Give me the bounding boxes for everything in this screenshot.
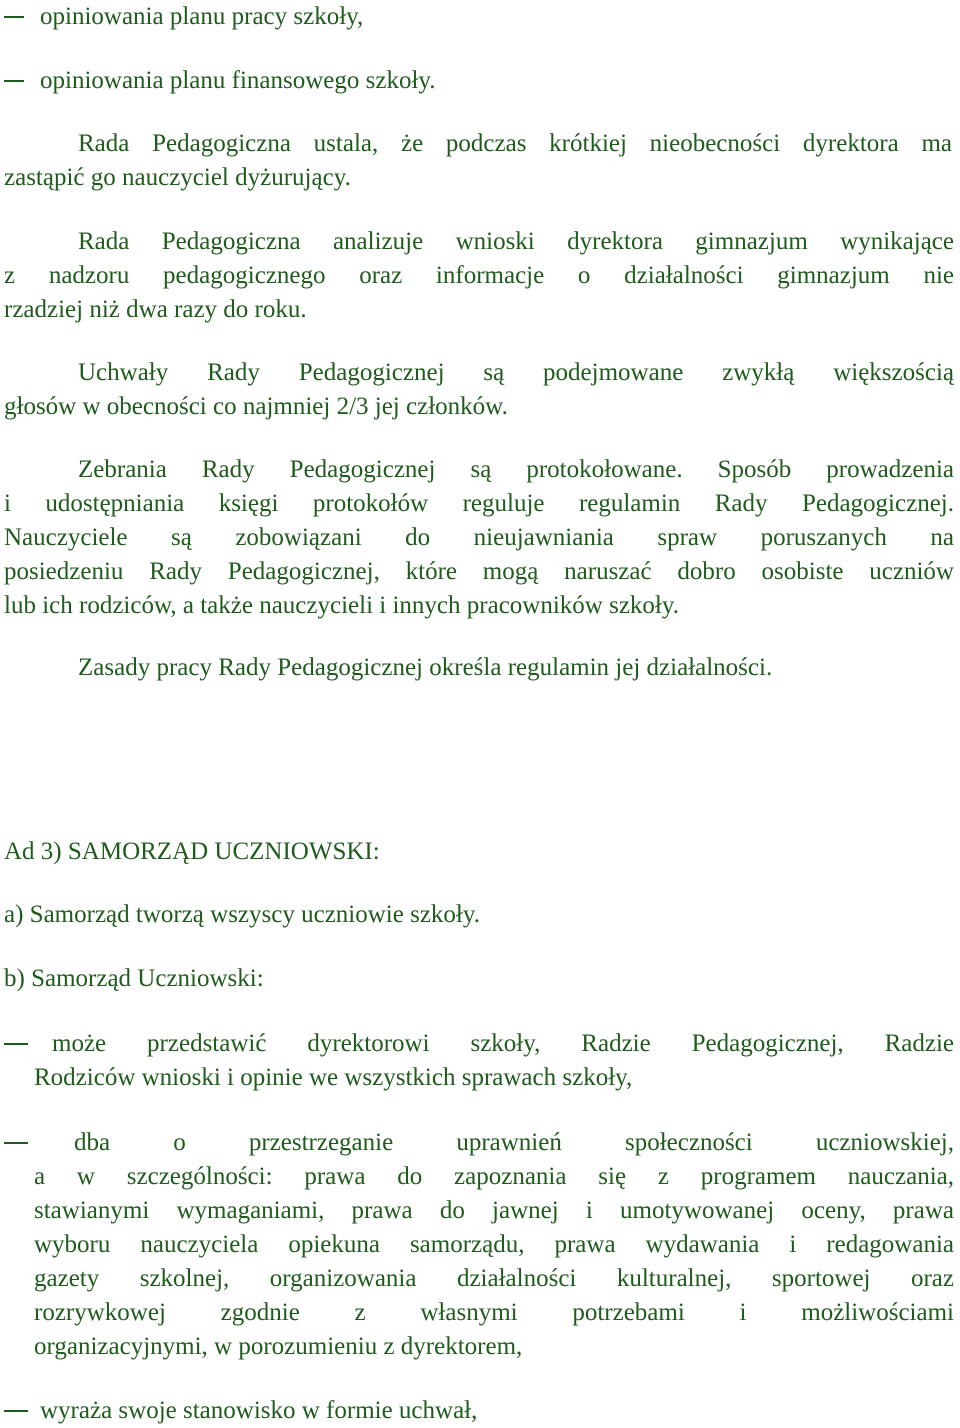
dash-bullet bbox=[0, 1027, 40, 1061]
dash-bullet bbox=[0, 1126, 40, 1160]
bullet-item: opiniowania planu finansowego szkoły. bbox=[40, 67, 436, 94]
bullet-line: może przedstawić dyrektorowi szkoły, Radzie Pedagogicznej, Radzie bbox=[52, 1030, 954, 1057]
paragraph-line: Nauczyciele są zobowiązani do nieujawniania spraw poruszanych na bbox=[4, 524, 954, 551]
bullet-line: organizacyjnymi, w porozumieniu z dyrektorem, bbox=[34, 1333, 523, 1360]
bullet-line: wyraża swoje stanowisko w formie uchwał, bbox=[40, 1397, 478, 1424]
list-item: a) Samorząd tworzą wszyscy uczniowie szkoły. bbox=[4, 901, 480, 928]
bullet-item: opiniowania planu pracy szkoły, bbox=[40, 3, 364, 30]
paragraph-line: głosów w obecności co najmniej 2/3 jej członków. bbox=[4, 393, 508, 420]
paragraph-line: Zebrania Rady Pedagogicznej są protokołowane. Sposób prowadzenia bbox=[78, 456, 954, 483]
bullet-line: rozrywkowej zgodnie z własnymi potrzebami i możliwościami bbox=[34, 1299, 954, 1326]
dash-bullet bbox=[0, 64, 40, 98]
paragraph-line: i udostępniania księgi protokołów reguluje regulamin Rady Pedagogicznej. bbox=[4, 490, 954, 517]
list-item: b) Samorząd Uczniowski: bbox=[4, 965, 264, 992]
dash-bullet bbox=[0, 0, 40, 34]
paragraph-line: posiedzeniu Rady Pedagogicznej, które mogą naruszać dobro osobiste uczniów bbox=[4, 558, 954, 585]
bullet-line: wyboru nauczyciela opiekuna samorządu, prawa wydawania i redagowania bbox=[34, 1231, 954, 1258]
paragraph-line: Zasady pracy Rady Pedagogicznej określa regulamin jej działalności. bbox=[78, 654, 773, 681]
paragraph-line: Rada Pedagogiczna analizuje wnioski dyrektora gimnazjum wynikające bbox=[78, 228, 954, 255]
paragraph-line: zastąpić go nauczyciel dyżurujący. bbox=[4, 164, 351, 191]
bullet-line: gazety szkolnej, organizowania działalności kulturalnej, sportowej oraz bbox=[34, 1265, 954, 1292]
bullet-line: stawianymi wymaganiami, prawa do jawnej i umotywowanej oceny, prawa bbox=[34, 1197, 954, 1224]
paragraph-line: z nadzoru pedagogicznego oraz informacje o działalności gimnazjum nie bbox=[4, 262, 954, 289]
bullet-line: a w szczególności: prawa do zapoznania się z programem nauczania, bbox=[34, 1163, 954, 1190]
paragraph-line: Rada Pedagogiczna ustala, że podczas krótkiej nieobecności dyrektora ma bbox=[78, 130, 952, 157]
section-heading: Ad 3) SAMORZĄD UCZNIOWSKI: bbox=[4, 838, 380, 865]
paragraph-line: lub ich rodziców, a także nauczycieli i innych pracowników szkoły. bbox=[4, 592, 679, 619]
paragraph-line: Uchwały Rady Pedagogicznej są podejmowane zwykłą większością bbox=[78, 359, 954, 386]
paragraph-line: rzadziej niż dwa razy do roku. bbox=[4, 296, 307, 323]
bullet-line: dba o przestrzeganie uprawnień społeczności uczniowskiej, bbox=[74, 1129, 954, 1156]
bullet-line: Rodziców wnioski i opinie we wszystkich sprawach szkoły, bbox=[34, 1064, 633, 1091]
dash-bullet bbox=[0, 1394, 40, 1428]
